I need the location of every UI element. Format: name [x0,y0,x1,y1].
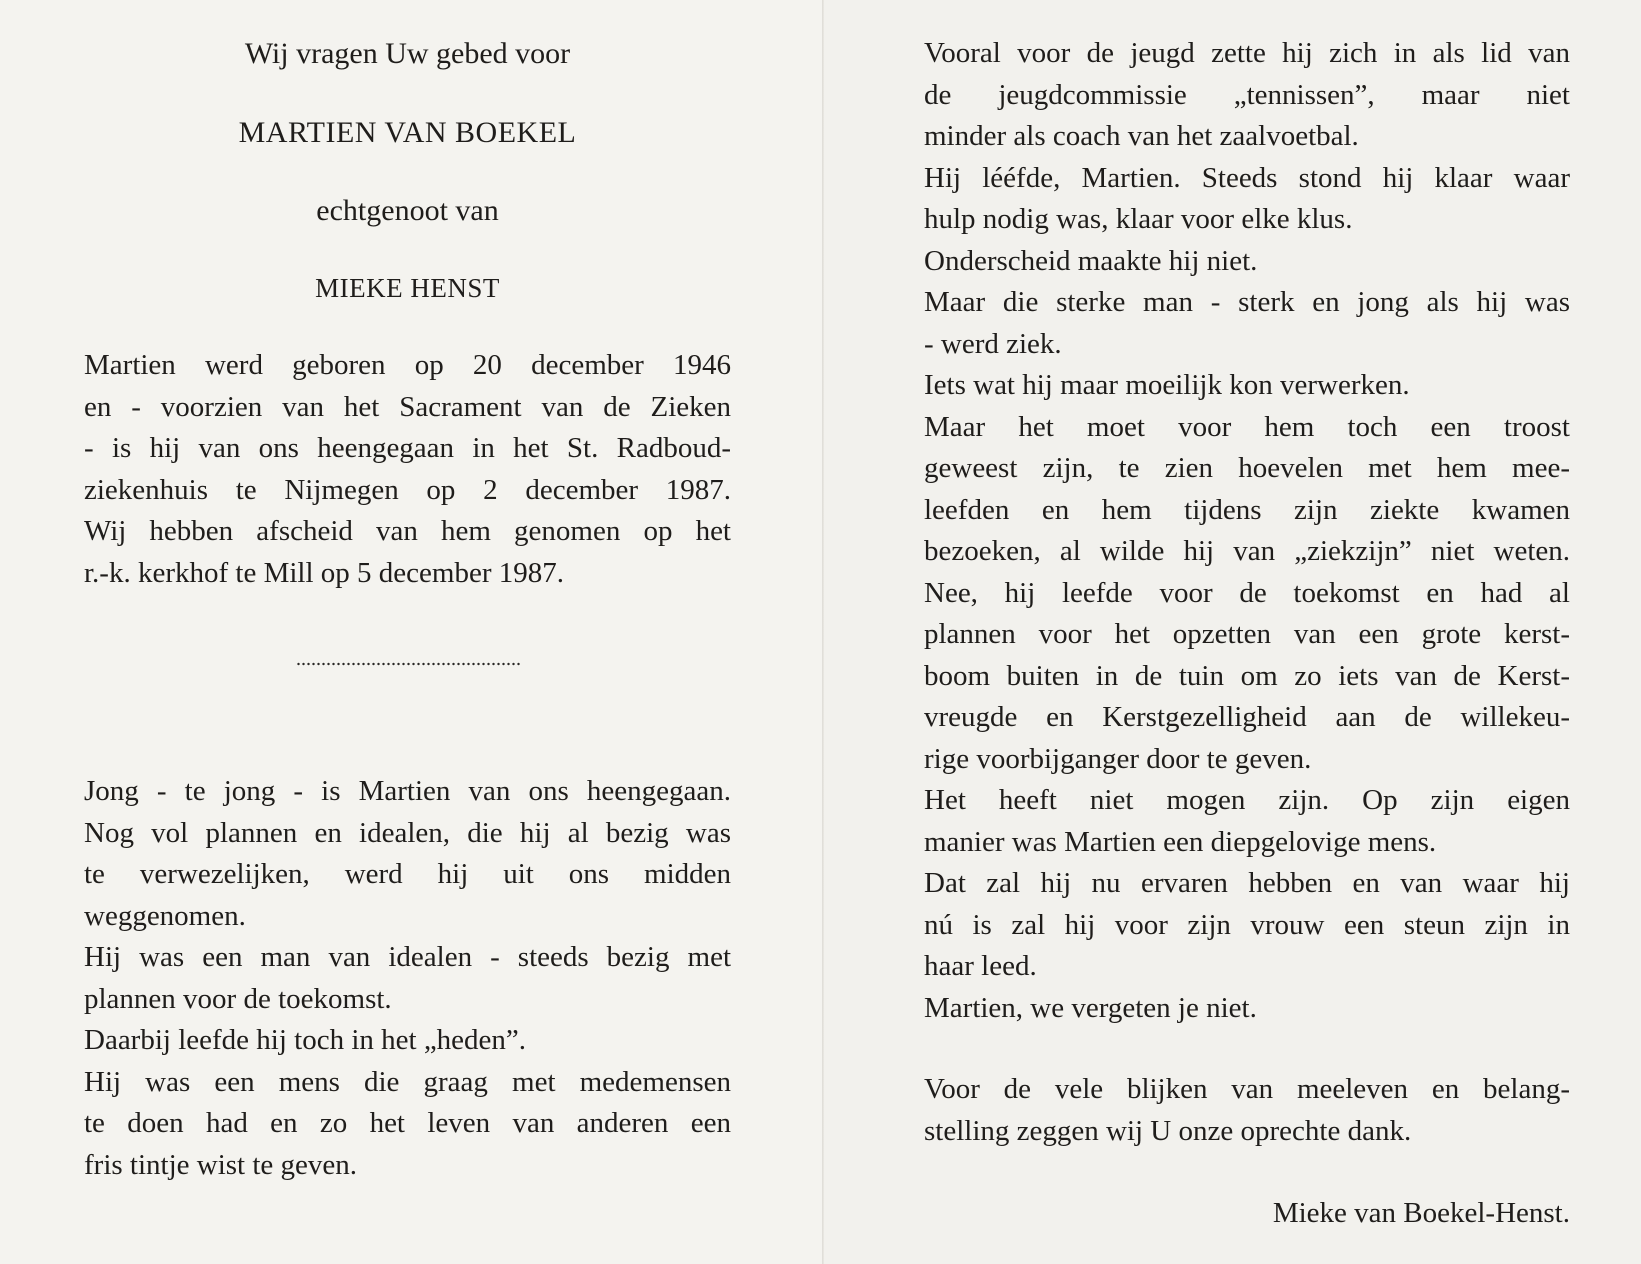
remembrance-line: nú is zal hij voor zijn vrouw een steun zijn in [924,908,1570,941]
deceased-name: MARTIEN VAN BOEKEL [238,116,577,149]
prayer-request: Wij vragen Uw gebed voor [244,37,571,70]
remembrance-line: hulp nodig was, klaar voor elke klus. [924,203,1353,235]
biography-line: r.-k. kerkhof te Mill op 5 december 1987. [84,556,564,589]
remembrance-line: Maar het moet voor hem toch een troost [924,410,1570,443]
remembrance-line: Vooral voor de jeugd zette hij zich in als lid van [924,37,1570,69]
remembrance-line: minder als coach van het zaalvoetbal. [924,120,1359,152]
biography-line: Martien werd geboren op 20 december 1946 [84,349,731,381]
remembrance-line: Nee, hij leefde voor de toekomst en had al [924,576,1570,609]
tribute-line: Jong - te jong - is Martien van ons heengegaan. [84,775,731,807]
biography-line: ziekenhuis te Nijmegen op 2 december 1987. [84,473,731,506]
remembrance-text [924,33,1570,1029]
tribute-line: te doen had en zo het leven van anderen een [84,1107,731,1139]
card-fold [822,0,824,1264]
tribute-line: te verwezelijken, werd hij uit ons midden [84,858,731,890]
biography-paragraph [84,345,731,594]
remembrance-line: haar leed. [924,950,1037,982]
remembrance-line: de jeugdcommissie „tennissen”, maar niet [924,78,1570,111]
tribute-line: Daarbij leefde hij toch in het „heden”. [84,1024,527,1056]
biography-line: en - voorzien van het Sacrament van de Zieken [84,390,731,423]
thanks-line: stelling zeggen wij U onze oprechte dank. [924,1114,1412,1147]
remembrance-line: Martien, we vergeten je niet. [924,991,1257,1024]
tribute-line: fris tintje wist te geven. [84,1148,358,1181]
tribute-line: weggenomen. [84,899,246,932]
signature: Mieke van Boekel-Henst. [1272,1197,1570,1229]
tribute-line: Hij was een man van idealen - steeds bezig met [84,941,731,973]
remembrance-line: boom buiten in de tuin om zo iets van de Kerst- [924,659,1570,692]
remembrance-line: geweest zijn, te zien hoevelen met hem mee- [924,452,1570,484]
remembrance-line: Het heeft niet mogen zijn. Op zijn eigen [924,784,1570,816]
thanks-line: Voor de vele blijken van meeleven en belang- [924,1073,1570,1105]
remembrance-line: plannen voor het opzetten van een grote kerst- [924,618,1570,650]
biography-line: - is hij van ons heengegaan in het St. Radboud- [84,432,731,464]
tribute-line: plannen voor de toekomst. [84,982,392,1015]
remembrance-line: Dat zal hij nu ervaren hebben en van waar hij [924,867,1570,899]
remembrance-line: vreugde en Kerstgezelligheid aan de willekeu- [924,701,1570,733]
remembrance-line: Onderscheid maakte hij niet. [924,244,1258,277]
remembrance-line: - werd ziek. [924,327,1062,360]
remembrance-line: leefden en hem tijdens zijn ziekte kwamen [924,493,1570,526]
remembrance-line: Maar die sterke man - sterk en jong als hij was [924,286,1570,318]
remembrance-line: Hij lééfde, Martien. Steeds stond hij klaar waar [924,161,1570,194]
tribute-paragraph [84,771,731,1186]
remembrance-line: rige voorbijganger door te geven. [924,742,1312,775]
relation-label: echtgenoot van [316,194,499,227]
remembrance-line: manier was Martien een diepgelovige mens. [924,825,1437,858]
thanks-paragraph [924,1069,1570,1152]
tribute-line: Nog vol plannen en idealen, die hij al bezig was [84,816,731,849]
biography-line: Wij hebben afscheid van hem genomen op het [84,515,731,547]
spouse-name: MIEKE HENST [315,273,500,303]
dotted-separator [296,662,522,666]
tribute-line: Hij was een mens die graag met medemensen [84,1065,731,1098]
remembrance-line: bezoeken, al wilde hij van „ziekzijn” niet weten. [924,535,1570,567]
remembrance-line: Iets wat hij maar moeilijk kon verwerken. [924,369,1410,401]
